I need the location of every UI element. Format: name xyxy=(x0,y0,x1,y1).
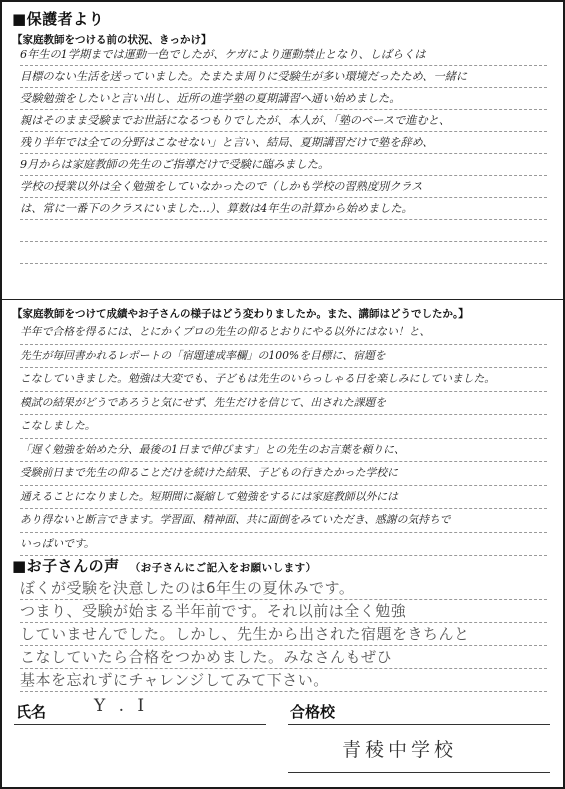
school-value: 青稜中学校 xyxy=(342,739,458,761)
child-section-note: （お子さんにご記入をお願いします） xyxy=(129,562,317,574)
answer-line: 受験勉強をしたいと言い出し、近所の進学塾の夏期講習へ通い始めました。 xyxy=(20,88,547,110)
child-answer-line: ぼくが受験を決意したのは6年生の夏休みです。 xyxy=(20,577,547,600)
answer-line: 6年生の1学期までは運動一色でしたが、ケガにより運動禁止となり、しばらくは xyxy=(20,44,547,66)
name-label: 氏名 xyxy=(16,703,47,721)
answer-line: 「遅く勉強を始めた分、最後の1日まで伸びます」との先生のお言葉を頼りに、 xyxy=(20,439,547,463)
answer-line: 受験前日まで先生の仰ることだけを続けた結果、子どもの行きたかった学校に xyxy=(20,462,547,486)
answer-line xyxy=(20,242,547,264)
child-answer-line: つまり、受験が始まる半年前です。それ以前は全く勉強 xyxy=(20,600,547,623)
school-label: 合格校 xyxy=(290,703,336,721)
guardian-answer-2 xyxy=(20,321,547,556)
school-underline-bottom xyxy=(288,772,550,773)
child-answer-line: こなしていたら合格をつかめました。みなさんもぜひ xyxy=(20,646,547,669)
guardian-section-title: ■保護者より xyxy=(12,10,105,28)
answer-line: は、常に一番下のクラスにいました…）、算数は4年生の計算から始めました。 xyxy=(20,198,547,220)
answer-line: 半年で合格を得るには、とにかくプロの先生の仰るとおりにやる以外にはない！と、 xyxy=(20,321,547,345)
child-section-heading: ■お子さんの声 xyxy=(12,557,120,575)
question-after-tutor: 【家庭教師をつけて成績やお子さんの様子はどう変わりましたか。また、講師はどうでしたか。】 xyxy=(12,308,469,320)
answer-line: 模試の結果がどうであろうと気にせず、先生だけを信じて、出された課題を xyxy=(20,392,547,416)
answer-line: いっぱいです。 xyxy=(20,533,547,557)
child-section-title xyxy=(12,555,317,576)
answer-line: こなしました。 xyxy=(20,415,547,439)
name-value: Y . I xyxy=(94,696,149,716)
answer-line: 学校の授業以外は全く勉強をしていなかったので（しかも学校の習熟度別クラス xyxy=(20,176,547,198)
answer-line: 9月からは家庭教師の先生のご指導だけで受験に臨みました。 xyxy=(20,154,547,176)
answer-line: こなしていきました。勉強は大変でも、子どもは先生のいらっしゃる日を楽しみにしていました。 xyxy=(20,368,547,392)
answer-line xyxy=(20,220,547,242)
child-answer-line: 基本を忘れずにチャレンジしてみて下さい。 xyxy=(20,669,547,692)
question-before-tutor: 【家庭教師をつける前の状況、きっかけ】 xyxy=(12,34,212,46)
answer-line: 通えることになりました。短期間に凝縮して勉強をするには家庭教師以外には xyxy=(20,486,547,510)
answer-line: 残り半年では全ての分野はこなせない」と言い、結局、夏期講習だけで塾を辞め、 xyxy=(20,132,547,154)
answer-line: あり得ないと断言できます。学習面、精神面、共に面倒をみていただき、感謝の気持ちで xyxy=(20,509,547,533)
guardian-answer-1 xyxy=(20,44,547,264)
child-answer-line: していませんでした。しかし、先生から出された宿題をきちんと xyxy=(20,623,547,646)
name-underline xyxy=(14,724,266,725)
answer-line: 目標のない生活を送っていました。たまたま周りに受験生が多い環境だったため、一緒に xyxy=(20,66,547,88)
answer-line: 親はそのまま受験までお世話になるつもりでしたが、本人が、「塾のペースで進むと、 xyxy=(20,110,547,132)
school-underline-top xyxy=(288,724,550,725)
answer-line: 先生が毎回書かれるレポートの「宿題達成率欄」の100%を目標に、宿題を xyxy=(20,345,547,369)
child-answer xyxy=(20,577,547,692)
section-divider xyxy=(2,299,563,300)
